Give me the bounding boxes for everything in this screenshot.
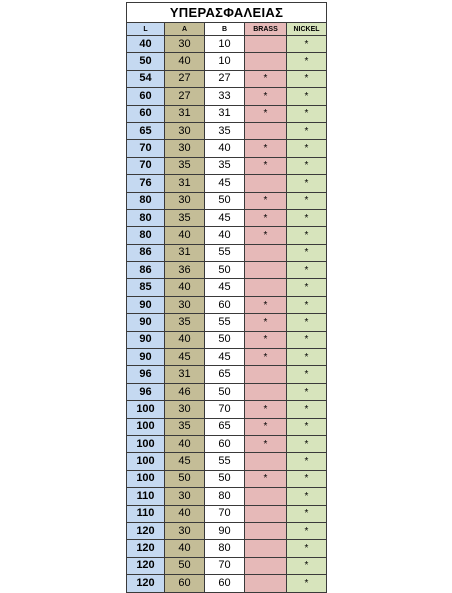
cell-b: 50 [205, 383, 245, 400]
column-header-row [127, 23, 327, 36]
cell-brass: * [245, 470, 287, 487]
cell-b: 90 [205, 522, 245, 539]
cell-a: 31 [165, 175, 205, 192]
cell-brass [245, 53, 287, 70]
cell-brass [245, 122, 287, 139]
table-row [127, 122, 327, 139]
cell-l: 120 [127, 575, 165, 592]
cell-brass [245, 505, 287, 522]
cell-b: 80 [205, 540, 245, 557]
cell-a: 31 [165, 366, 205, 383]
table-row [127, 53, 327, 70]
cell-brass: * [245, 331, 287, 348]
table-row [127, 435, 327, 452]
cell-l: 100 [127, 435, 165, 452]
table-row [127, 401, 327, 418]
cell-b: 35 [205, 157, 245, 174]
cell-a: 30 [165, 36, 205, 53]
cell-a: 27 [165, 70, 205, 87]
table-row [127, 557, 327, 574]
table-title: ΥΠΕΡΑΣΦΑΛΕΙΑΣ [127, 3, 327, 23]
cell-l: 90 [127, 296, 165, 313]
cell-a: 40 [165, 279, 205, 296]
cell-brass: * [245, 227, 287, 244]
cell-l: 110 [127, 505, 165, 522]
cell-b: 35 [205, 122, 245, 139]
cell-nickel: * [287, 453, 327, 470]
cell-nickel: * [287, 349, 327, 366]
cell-l: 60 [127, 88, 165, 105]
cell-a: 30 [165, 122, 205, 139]
cell-l: 70 [127, 140, 165, 157]
cell-l: 120 [127, 557, 165, 574]
cell-nickel: * [287, 296, 327, 313]
cell-l: 86 [127, 244, 165, 261]
table-row [127, 331, 327, 348]
table-row [127, 314, 327, 331]
cell-b: 55 [205, 453, 245, 470]
cell-l: 100 [127, 401, 165, 418]
table-row [127, 296, 327, 313]
cell-b: 45 [205, 209, 245, 226]
cell-b: 55 [205, 314, 245, 331]
cell-nickel: * [287, 383, 327, 400]
cell-b: 10 [205, 36, 245, 53]
cell-l: 100 [127, 470, 165, 487]
cell-nickel: * [287, 105, 327, 122]
cell-b: 10 [205, 53, 245, 70]
table-row [127, 36, 327, 53]
cell-l: 90 [127, 314, 165, 331]
cell-l: 85 [127, 279, 165, 296]
cell-nickel: * [287, 244, 327, 261]
table-row [127, 366, 327, 383]
cell-a: 27 [165, 88, 205, 105]
cell-a: 30 [165, 140, 205, 157]
cell-brass [245, 453, 287, 470]
column-header-b: B [205, 23, 245, 36]
cell-l: 120 [127, 540, 165, 557]
cell-brass: * [245, 70, 287, 87]
table-row [127, 70, 327, 87]
table-row [127, 418, 327, 435]
table-row [127, 140, 327, 157]
table-row [127, 88, 327, 105]
cell-nickel: * [287, 557, 327, 574]
cell-nickel: * [287, 53, 327, 70]
cell-brass: * [245, 209, 287, 226]
cell-b: 50 [205, 192, 245, 209]
cell-l: 80 [127, 227, 165, 244]
cell-brass [245, 36, 287, 53]
cell-brass: * [245, 418, 287, 435]
cell-nickel: * [287, 192, 327, 209]
cell-brass [245, 540, 287, 557]
cell-b: 33 [205, 88, 245, 105]
table-row [127, 157, 327, 174]
cell-nickel: * [287, 227, 327, 244]
cell-l: 80 [127, 192, 165, 209]
table-row [127, 279, 327, 296]
cell-b: 70 [205, 505, 245, 522]
cell-a: 40 [165, 331, 205, 348]
cell-b: 65 [205, 418, 245, 435]
cell-l: 86 [127, 262, 165, 279]
cell-nickel: * [287, 175, 327, 192]
cell-a: 60 [165, 575, 205, 592]
table-row [127, 192, 327, 209]
cell-nickel: * [287, 331, 327, 348]
table-row [127, 262, 327, 279]
cell-brass: * [245, 435, 287, 452]
table-row [127, 227, 327, 244]
spec-table [126, 2, 327, 593]
cell-brass [245, 575, 287, 592]
table-row [127, 522, 327, 539]
cell-nickel: * [287, 540, 327, 557]
cell-nickel: * [287, 505, 327, 522]
spec-table-container [126, 2, 326, 593]
cell-a: 35 [165, 209, 205, 226]
cell-nickel: * [287, 157, 327, 174]
cell-b: 65 [205, 366, 245, 383]
cell-nickel: * [287, 435, 327, 452]
cell-brass: * [245, 105, 287, 122]
column-header-brass: BRASS [245, 23, 287, 36]
cell-nickel: * [287, 401, 327, 418]
cell-l: 96 [127, 366, 165, 383]
cell-nickel: * [287, 140, 327, 157]
cell-nickel: * [287, 88, 327, 105]
cell-brass: * [245, 88, 287, 105]
cell-l: 90 [127, 349, 165, 366]
cell-brass [245, 279, 287, 296]
cell-l: 110 [127, 488, 165, 505]
cell-brass: * [245, 157, 287, 174]
cell-brass [245, 557, 287, 574]
cell-a: 50 [165, 470, 205, 487]
cell-a: 30 [165, 296, 205, 313]
cell-nickel: * [287, 575, 327, 592]
table-row [127, 540, 327, 557]
cell-b: 70 [205, 557, 245, 574]
cell-brass: * [245, 349, 287, 366]
table-body [127, 36, 327, 593]
cell-nickel: * [287, 418, 327, 435]
cell-nickel: * [287, 262, 327, 279]
cell-a: 40 [165, 53, 205, 70]
cell-brass: * [245, 401, 287, 418]
cell-b: 55 [205, 244, 245, 261]
cell-b: 60 [205, 296, 245, 313]
cell-l: 80 [127, 209, 165, 226]
cell-a: 35 [165, 314, 205, 331]
table-row [127, 349, 327, 366]
cell-a: 30 [165, 401, 205, 418]
cell-brass [245, 366, 287, 383]
table-row [127, 105, 327, 122]
cell-l: 54 [127, 70, 165, 87]
cell-brass: * [245, 140, 287, 157]
cell-nickel: * [287, 209, 327, 226]
cell-a: 31 [165, 105, 205, 122]
cell-b: 40 [205, 227, 245, 244]
cell-nickel: * [287, 470, 327, 487]
cell-brass [245, 175, 287, 192]
cell-l: 50 [127, 53, 165, 70]
table-row [127, 575, 327, 592]
cell-l: 65 [127, 122, 165, 139]
cell-a: 30 [165, 192, 205, 209]
cell-nickel: * [287, 70, 327, 87]
cell-l: 76 [127, 175, 165, 192]
cell-brass: * [245, 314, 287, 331]
cell-b: 45 [205, 279, 245, 296]
column-header-a: A [165, 23, 205, 36]
cell-nickel: * [287, 314, 327, 331]
cell-b: 31 [205, 105, 245, 122]
cell-b: 70 [205, 401, 245, 418]
cell-l: 100 [127, 453, 165, 470]
cell-brass [245, 522, 287, 539]
cell-brass: * [245, 192, 287, 209]
cell-nickel: * [287, 122, 327, 139]
cell-a: 40 [165, 227, 205, 244]
cell-nickel: * [287, 279, 327, 296]
column-header-nickel: NICKEL [287, 23, 327, 36]
cell-l: 40 [127, 36, 165, 53]
cell-brass [245, 488, 287, 505]
cell-a: 45 [165, 349, 205, 366]
cell-l: 96 [127, 383, 165, 400]
table-row [127, 209, 327, 226]
cell-b: 50 [205, 262, 245, 279]
cell-l: 70 [127, 157, 165, 174]
cell-a: 30 [165, 488, 205, 505]
cell-brass: * [245, 296, 287, 313]
cell-nickel: * [287, 366, 327, 383]
column-header-l: L [127, 23, 165, 36]
cell-l: 100 [127, 418, 165, 435]
cell-brass [245, 262, 287, 279]
table-row [127, 244, 327, 261]
table-row [127, 505, 327, 522]
cell-a: 40 [165, 505, 205, 522]
cell-a: 30 [165, 522, 205, 539]
table-row [127, 470, 327, 487]
table-row [127, 175, 327, 192]
cell-a: 50 [165, 557, 205, 574]
cell-a: 40 [165, 435, 205, 452]
cell-nickel: * [287, 36, 327, 53]
cell-a: 40 [165, 540, 205, 557]
cell-a: 35 [165, 157, 205, 174]
cell-b: 45 [205, 175, 245, 192]
cell-b: 60 [205, 435, 245, 452]
cell-a: 46 [165, 383, 205, 400]
cell-b: 80 [205, 488, 245, 505]
cell-brass [245, 383, 287, 400]
cell-l: 90 [127, 331, 165, 348]
cell-a: 35 [165, 418, 205, 435]
cell-brass [245, 244, 287, 261]
cell-l: 120 [127, 522, 165, 539]
cell-b: 27 [205, 70, 245, 87]
cell-b: 45 [205, 349, 245, 366]
cell-b: 60 [205, 575, 245, 592]
cell-nickel: * [287, 522, 327, 539]
cell-l: 60 [127, 105, 165, 122]
cell-a: 45 [165, 453, 205, 470]
table-row [127, 383, 327, 400]
table-row [127, 488, 327, 505]
cell-b: 50 [205, 331, 245, 348]
cell-b: 40 [205, 140, 245, 157]
table-row [127, 453, 327, 470]
cell-nickel: * [287, 488, 327, 505]
cell-a: 36 [165, 262, 205, 279]
cell-a: 31 [165, 244, 205, 261]
cell-b: 50 [205, 470, 245, 487]
